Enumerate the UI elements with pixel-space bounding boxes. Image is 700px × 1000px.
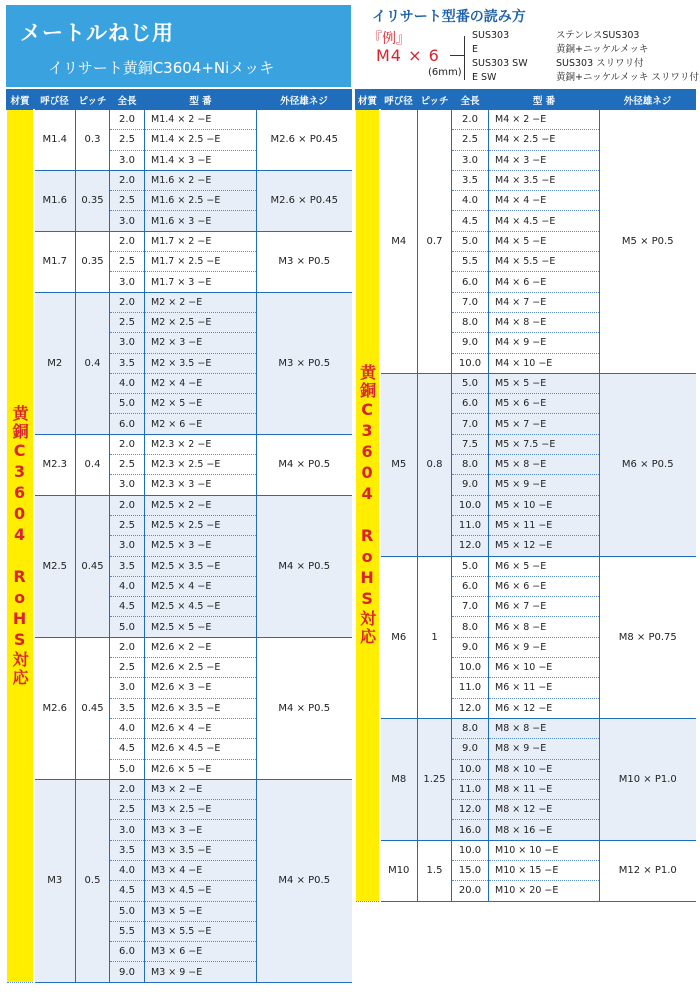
length-cell: 5.0: [110, 901, 145, 921]
ext-thread-cell: M3 × P0.5: [257, 231, 352, 292]
code-cell: M4 × 3.5 −E: [489, 170, 600, 190]
code-cell: M4 × 3 −E: [489, 150, 600, 170]
code-cell: M2.6 × 4 −E: [145, 718, 257, 738]
length-cell: 5.0: [110, 759, 145, 779]
length-cell: 2.5: [110, 515, 145, 535]
table-row: [7, 495, 352, 515]
pitch-cell: 0.8: [418, 373, 452, 556]
length-cell: 2.5: [452, 130, 489, 150]
size-cell: M1.6: [34, 170, 76, 231]
guide-row: E SW 黄銅+ニッケルメッキ スリワリ付: [472, 72, 699, 83]
table-row: [7, 434, 352, 454]
col-length: 全長: [110, 90, 145, 110]
length-cell: 3.5: [110, 556, 145, 576]
size-cell: M1.4: [34, 110, 76, 171]
code-cell: M1.7 × 2.5 −E: [145, 252, 257, 272]
code-cell: M2 × 2 −E: [145, 292, 257, 312]
length-cell: 5.0: [452, 373, 489, 393]
code-cell: M5 × 11 −E: [489, 515, 600, 535]
code-cell: M8 × 8 −E: [489, 718, 600, 738]
table-row: [356, 373, 696, 393]
length-cell: 11.0: [452, 779, 489, 799]
length-cell: 2.5: [110, 658, 145, 678]
code-cell: M8 × 9 −E: [489, 739, 600, 759]
code-cell: M3 × 5 −E: [145, 901, 257, 921]
length-cell: 16.0: [452, 820, 489, 840]
length-cell: 8.0: [452, 455, 489, 475]
ext-thread-cell: M4 × P0.5: [257, 779, 352, 982]
code-cell: M8 × 12 −E: [489, 800, 600, 820]
table-row: [7, 292, 352, 312]
code-cell: M6 × 9 −E: [489, 637, 600, 657]
code-cell: M2.5 × 3 −E: [145, 536, 257, 556]
code-cell: M10 × 10 −E: [489, 840, 600, 860]
size-cell: M6: [380, 556, 418, 718]
code-cell: M5 × 12 −E: [489, 536, 600, 556]
code-cell: M8 × 11 −E: [489, 779, 600, 799]
length-cell: 3.0: [110, 678, 145, 698]
size-cell: M2: [34, 292, 76, 434]
code-cell: M2.6 × 3.5 −E: [145, 698, 257, 718]
length-cell: 8.0: [452, 617, 489, 637]
pitch-cell: 0.7: [418, 110, 452, 374]
model-number-guide: [362, 0, 697, 90]
ext-thread-cell: M4 × P0.5: [257, 495, 352, 637]
length-cell: 9.0: [110, 962, 145, 982]
code-cell: M2 × 6 −E: [145, 414, 257, 434]
code-cell: M6 × 8 −E: [489, 617, 600, 637]
table-row: [7, 231, 352, 251]
length-cell: 12.0: [452, 536, 489, 556]
pitch-cell: 0.4: [76, 292, 110, 434]
code-cell: M2.5 × 2.5 −E: [145, 515, 257, 535]
length-cell: 3.0: [110, 211, 145, 231]
col-length: 全長: [452, 90, 489, 110]
length-cell: 9.0: [452, 475, 489, 495]
guide-example-length: (6mm): [428, 67, 462, 78]
length-cell: 15.0: [452, 860, 489, 880]
table-row: [7, 110, 352, 130]
length-cell: 4.5: [110, 739, 145, 759]
size-cell: M10: [380, 840, 418, 901]
size-cell: M2.5: [34, 495, 76, 637]
length-cell: 12.0: [452, 698, 489, 718]
code-cell: M3 × 2.5 −E: [145, 800, 257, 820]
code-cell: M1.7 × 3 −E: [145, 272, 257, 292]
length-cell: 12.0: [452, 800, 489, 820]
size-cell: M2.6: [34, 637, 76, 779]
length-cell: 9.0: [452, 739, 489, 759]
length-cell: 2.0: [110, 434, 145, 454]
table-row: [7, 170, 352, 190]
length-cell: 7.5: [452, 434, 489, 454]
code-cell: M8 × 16 −E: [489, 820, 600, 840]
length-cell: 3.0: [110, 475, 145, 495]
ext-thread-cell: M4 × P0.5: [257, 434, 352, 495]
code-cell: M2.6 × 2 −E: [145, 637, 257, 657]
length-cell: 3.0: [110, 820, 145, 840]
length-cell: 5.0: [110, 617, 145, 637]
length-cell: 3.0: [110, 333, 145, 353]
col-code: 型 番: [489, 90, 600, 110]
code-cell: M4 × 5.5 −E: [489, 252, 600, 272]
length-cell: 4.5: [110, 597, 145, 617]
table-row: [7, 779, 352, 799]
code-cell: M6 × 7 −E: [489, 597, 600, 617]
col-code: 型 番: [145, 90, 257, 110]
length-cell: 6.0: [110, 942, 145, 962]
length-cell: 5.0: [452, 556, 489, 576]
code-cell: M2.5 × 2 −E: [145, 495, 257, 515]
length-cell: 2.0: [110, 292, 145, 312]
code-cell: M1.7 × 2 −E: [145, 231, 257, 251]
length-cell: 3.5: [110, 698, 145, 718]
code-cell: M6 × 12 −E: [489, 698, 600, 718]
ext-thread-cell: M4 × P0.5: [257, 637, 352, 779]
col-material: 材質: [7, 90, 34, 110]
left-spec-table: [6, 89, 352, 983]
length-cell: 10.0: [452, 353, 489, 373]
length-cell: 2.0: [110, 110, 145, 130]
length-cell: 5.0: [452, 231, 489, 251]
length-cell: 6.0: [452, 394, 489, 414]
guide-example-label: 『例』: [368, 31, 410, 47]
left-table-body: [7, 110, 352, 983]
code-cell: M3 × 6 −E: [145, 942, 257, 962]
code-cell: M4 × 2 −E: [489, 110, 600, 130]
size-cell: M1.7: [34, 231, 76, 292]
pitch-cell: 1.5: [418, 840, 452, 901]
code-cell: M1.6 × 3 −E: [145, 211, 257, 231]
code-cell: M5 × 9 −E: [489, 475, 600, 495]
length-cell: 2.5: [110, 130, 145, 150]
code-cell: M5 × 10 −E: [489, 495, 600, 515]
code-cell: M6 × 5 −E: [489, 556, 600, 576]
col-pitch: ピッチ: [76, 90, 110, 110]
code-cell: M4 × 2.5 −E: [489, 130, 600, 150]
guide-row: E 黄銅+ニッケルメッキ: [472, 44, 649, 55]
length-cell: 4.0: [110, 860, 145, 880]
size-cell: M2.3: [34, 434, 76, 495]
length-cell: 10.0: [452, 495, 489, 515]
code-cell: M4 × 7 −E: [489, 292, 600, 312]
ext-thread-cell: M2.6 × P0.45: [257, 170, 352, 231]
length-cell: 10.0: [452, 759, 489, 779]
length-cell: 3.0: [110, 150, 145, 170]
code-cell: M2.3 × 2.5 −E: [145, 455, 257, 475]
code-cell: M5 × 5 −E: [489, 373, 600, 393]
code-cell: M3 × 4 −E: [145, 860, 257, 880]
code-cell: M1.4 × 2 −E: [145, 110, 257, 130]
length-cell: 2.5: [110, 191, 145, 211]
length-cell: 2.0: [110, 637, 145, 657]
length-cell: 4.5: [452, 211, 489, 231]
code-cell: M1.6 × 2.5 −E: [145, 191, 257, 211]
ext-thread-cell: M6 × P0.5: [600, 373, 696, 556]
right-spec-table: [355, 89, 696, 902]
length-cell: 3.5: [452, 170, 489, 190]
length-cell: 7.0: [452, 292, 489, 312]
length-cell: 6.0: [110, 414, 145, 434]
length-cell: 4.0: [110, 373, 145, 393]
code-cell: M1.6 × 2 −E: [145, 170, 257, 190]
length-cell: 6.0: [452, 272, 489, 292]
col-size: 呼び径: [34, 90, 76, 110]
material-label: 黄銅C3604 RoHS対応: [357, 364, 377, 647]
length-cell: 8.0: [452, 312, 489, 332]
col-pitch: ピッチ: [418, 90, 452, 110]
code-cell: M4 × 6 −E: [489, 272, 600, 292]
code-cell: M4 × 9 −E: [489, 333, 600, 353]
length-cell: 5.5: [110, 921, 145, 941]
code-cell: M2 × 3 −E: [145, 333, 257, 353]
code-cell: M6 × 11 −E: [489, 678, 600, 698]
length-cell: 4.0: [110, 718, 145, 738]
pitch-cell: 0.45: [76, 495, 110, 637]
ext-thread-cell: M2.6 × P0.45: [257, 110, 352, 171]
length-cell: 11.0: [452, 515, 489, 535]
page-header: [6, 5, 351, 87]
code-cell: M2.6 × 3 −E: [145, 678, 257, 698]
code-cell: M5 × 6 −E: [489, 394, 600, 414]
pitch-cell: 0.4: [76, 434, 110, 495]
col-material: 材質: [356, 90, 380, 110]
length-cell: 2.5: [110, 455, 145, 475]
code-cell: M10 × 15 −E: [489, 860, 600, 880]
length-cell: 6.0: [452, 576, 489, 596]
table-row: [7, 637, 352, 657]
ext-thread-cell: M12 × P1.0: [600, 840, 696, 901]
guide-bracket-stem: [450, 55, 464, 56]
code-cell: M2 × 4 −E: [145, 373, 257, 393]
length-cell: 3.0: [110, 536, 145, 556]
size-cell: M3: [34, 779, 76, 982]
length-cell: 9.0: [452, 637, 489, 657]
length-cell: 5.5: [452, 252, 489, 272]
material-cell: [356, 110, 380, 902]
length-cell: 4.5: [110, 881, 145, 901]
code-cell: M1.4 × 3 −E: [145, 150, 257, 170]
code-cell: M2.6 × 4.5 −E: [145, 739, 257, 759]
length-cell: 3.5: [110, 840, 145, 860]
length-cell: 3.0: [452, 150, 489, 170]
code-cell: M2.6 × 2.5 −E: [145, 658, 257, 678]
code-cell: M2.5 × 4 −E: [145, 576, 257, 596]
code-cell: M2.6 × 5 −E: [145, 759, 257, 779]
code-cell: M4 × 8 −E: [489, 312, 600, 332]
code-cell: M3 × 3.5 −E: [145, 840, 257, 860]
length-cell: 11.0: [452, 678, 489, 698]
length-cell: 2.0: [110, 231, 145, 251]
table-row: [356, 840, 696, 860]
ext-thread-cell: M5 × P0.5: [600, 110, 696, 374]
code-cell: M5 × 8 −E: [489, 455, 600, 475]
pitch-cell: 0.35: [76, 231, 110, 292]
guide-bracket: [464, 36, 472, 80]
length-cell: 2.0: [110, 779, 145, 799]
pitch-cell: 0.3: [76, 110, 110, 171]
code-cell: M2 × 3.5 −E: [145, 353, 257, 373]
pitch-cell: 1: [418, 556, 452, 718]
length-cell: 4.0: [110, 576, 145, 596]
page-title: メートルねじ用: [20, 21, 174, 45]
table-row: [356, 110, 696, 130]
code-cell: M2.5 × 4.5 −E: [145, 597, 257, 617]
code-cell: M6 × 6 −E: [489, 576, 600, 596]
length-cell: 2.0: [110, 495, 145, 515]
code-cell: M3 × 4.5 −E: [145, 881, 257, 901]
code-cell: M6 × 10 −E: [489, 658, 600, 678]
code-cell: M4 × 4 −E: [489, 191, 600, 211]
length-cell: 10.0: [452, 840, 489, 860]
length-cell: 2.5: [110, 252, 145, 272]
length-cell: 2.5: [110, 800, 145, 820]
pitch-cell: 0.45: [76, 637, 110, 779]
page-subtitle: イリサート黄銅C3604+Niメッキ: [48, 59, 275, 77]
length-cell: 2.0: [110, 170, 145, 190]
length-cell: 20.0: [452, 881, 489, 901]
pitch-cell: 1.25: [418, 718, 452, 840]
col-size: 呼び径: [380, 90, 418, 110]
length-cell: 2.0: [452, 110, 489, 130]
length-cell: 3.5: [110, 353, 145, 373]
code-cell: M2.3 × 3 −E: [145, 475, 257, 495]
pitch-cell: 0.35: [76, 170, 110, 231]
code-cell: M4 × 4.5 −E: [489, 211, 600, 231]
code-cell: M5 × 7 −E: [489, 414, 600, 434]
size-cell: M5: [380, 373, 418, 556]
guide-row: SUS303 SW SUS303 スリワリ付: [472, 58, 644, 69]
length-cell: 8.0: [452, 718, 489, 738]
code-cell: M2 × 5 −E: [145, 394, 257, 414]
length-cell: 7.0: [452, 597, 489, 617]
col-ext-thread: 外径雄ネジ: [600, 90, 696, 110]
code-cell: M2.5 × 5 −E: [145, 617, 257, 637]
ext-thread-cell: M10 × P1.0: [600, 718, 696, 840]
material-cell: [7, 110, 34, 983]
length-cell: 3.0: [110, 272, 145, 292]
code-cell: M4 × 10 −E: [489, 353, 600, 373]
length-cell: 10.0: [452, 658, 489, 678]
material-label: 黄銅C3604 RoHS対応: [10, 404, 30, 687]
code-cell: M5 × 7.5 −E: [489, 434, 600, 454]
code-cell: M1.4 × 2.5 −E: [145, 130, 257, 150]
code-cell: M4 × 5 −E: [489, 231, 600, 251]
code-cell: M3 × 9 −E: [145, 962, 257, 982]
length-cell: 2.5: [110, 312, 145, 332]
pitch-cell: 0.5: [76, 779, 110, 982]
ext-thread-cell: M3 × P0.5: [257, 292, 352, 434]
table-row: [356, 556, 696, 576]
ext-thread-cell: M8 × P0.75: [600, 556, 696, 718]
guide-row: SUS303 ステンレスSUS303: [472, 30, 640, 41]
size-cell: M8: [380, 718, 418, 840]
length-cell: 7.0: [452, 414, 489, 434]
code-cell: M2.5 × 3.5 −E: [145, 556, 257, 576]
code-cell: M3 × 5.5 −E: [145, 921, 257, 941]
code-cell: M10 × 20 −E: [489, 881, 600, 901]
code-cell: M2 × 2.5 −E: [145, 312, 257, 332]
right-table-body: [356, 110, 696, 902]
code-cell: M3 × 3 −E: [145, 820, 257, 840]
guide-title: イリサート型番の読み方: [372, 9, 526, 25]
table-row: [356, 718, 696, 738]
code-cell: M3 × 2 −E: [145, 779, 257, 799]
col-ext-thread: 外径雄ネジ: [257, 90, 352, 110]
code-cell: M8 × 10 −E: [489, 759, 600, 779]
length-cell: 4.0: [452, 191, 489, 211]
length-cell: 9.0: [452, 333, 489, 353]
guide-example-code: M4 × 6: [376, 46, 440, 65]
length-cell: 5.0: [110, 394, 145, 414]
size-cell: M4: [380, 110, 418, 374]
code-cell: M2.3 × 2 −E: [145, 434, 257, 454]
